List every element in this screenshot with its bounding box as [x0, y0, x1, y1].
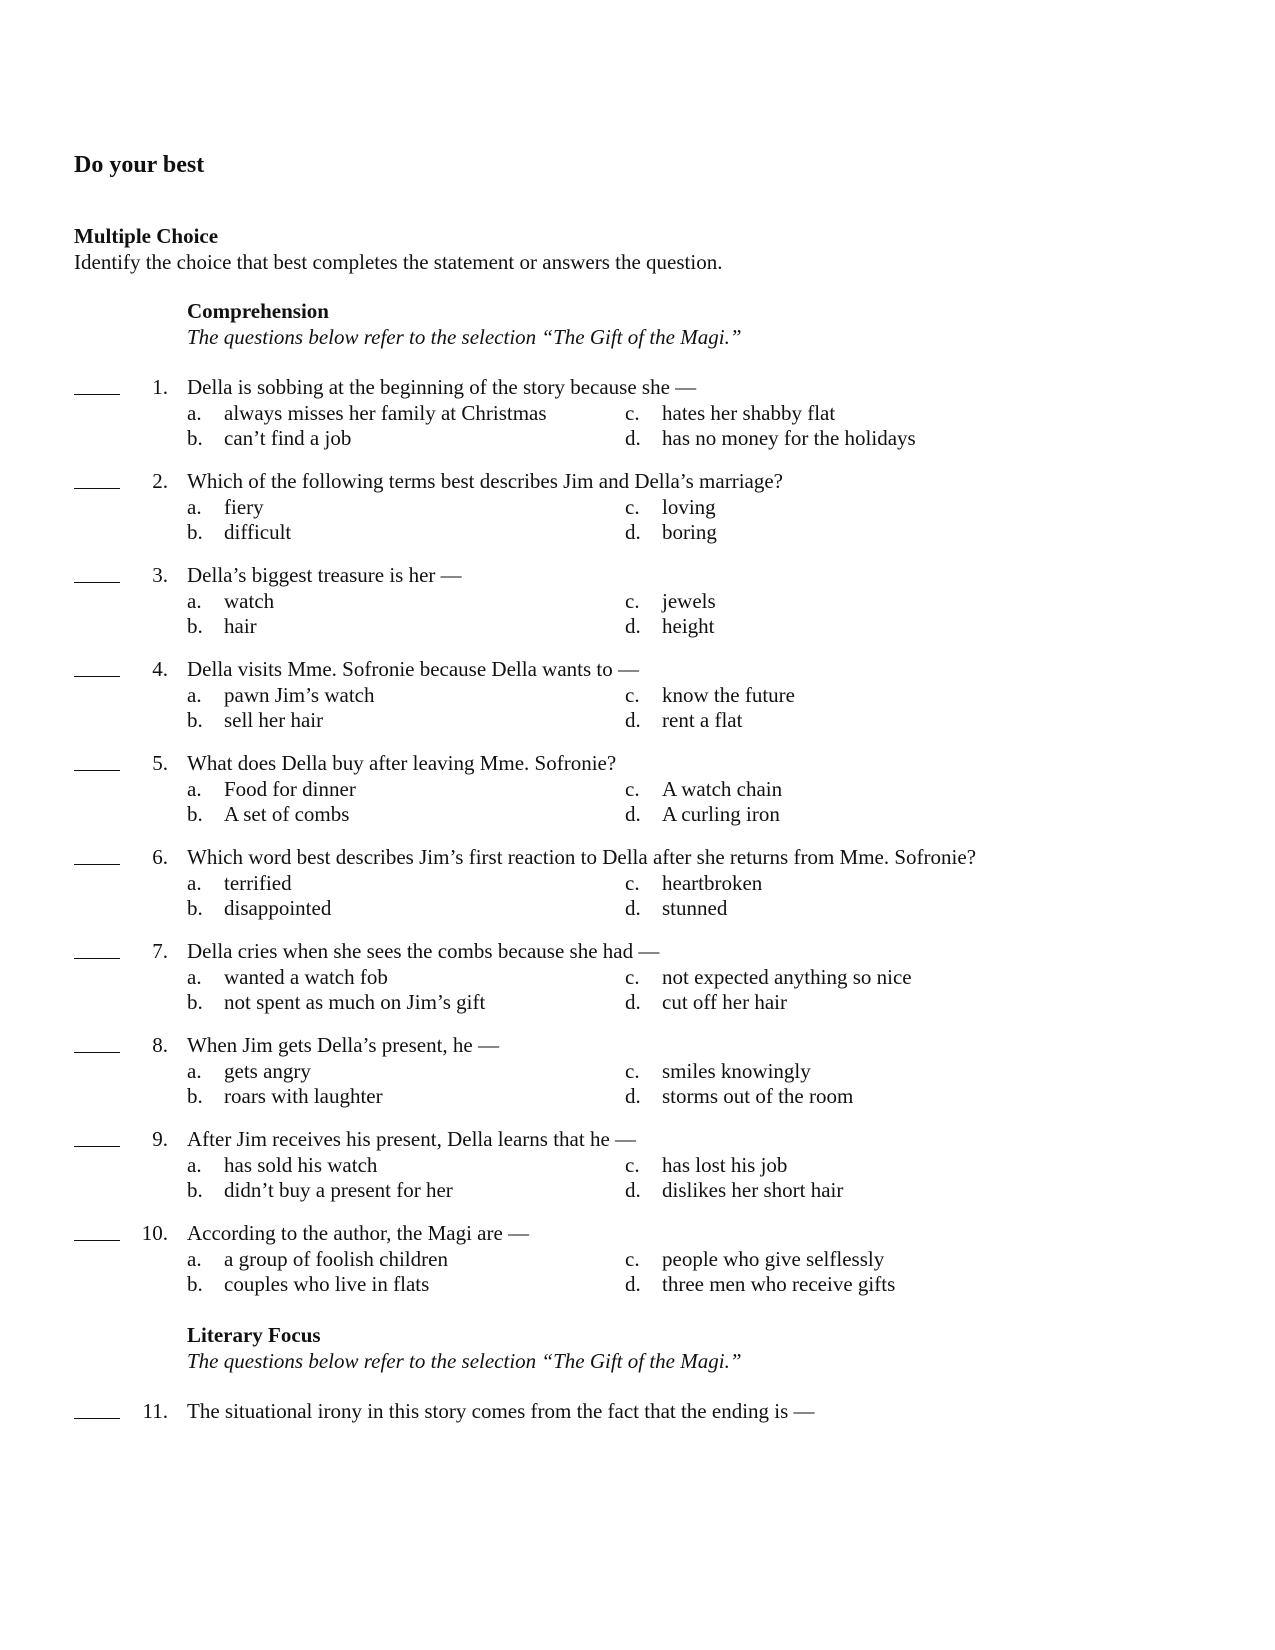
option-letter: b.	[187, 1272, 203, 1296]
option-letter: c.	[625, 495, 640, 519]
answer-blank[interactable]	[74, 1418, 120, 1419]
subsection-subtitle-literary-focus: The questions below refer to the selection “The Gift of the Magi.”	[187, 1349, 742, 1373]
subsection-subtitle-comprehension: The questions below refer to the selection “The Gift of the Magi.”	[187, 325, 742, 349]
answer-blank[interactable]	[74, 676, 120, 677]
option-text: difficult	[224, 520, 292, 544]
option-letter: c.	[625, 1059, 640, 1083]
option-letter: d.	[625, 520, 641, 544]
option-letter: b.	[187, 614, 203, 638]
answer-blank[interactable]	[74, 1052, 120, 1053]
question-stem: Della’s biggest treasure is her —	[187, 563, 462, 587]
question-stem: Which word best describes Jim’s first reaction to Della after she returns from Mme. Sofronie?	[187, 845, 977, 869]
option-text: A set of combs	[224, 802, 350, 826]
option-letter: b.	[187, 1178, 203, 1202]
option-text: Food for dinner	[224, 777, 356, 801]
question-stem: Della cries when she sees the combs because she had —	[187, 939, 660, 963]
option-letter: c.	[625, 777, 640, 801]
option-letter: c.	[625, 401, 640, 425]
question-number: 5.	[152, 751, 168, 775]
document-title: Do your best	[74, 152, 205, 178]
option-letter: b.	[187, 708, 203, 732]
option-text: A curling iron	[662, 802, 780, 826]
question-number: 3.	[152, 563, 168, 587]
option-text: couples who live in flats	[224, 1272, 430, 1296]
subsection-heading-comprehension: Comprehension	[187, 299, 329, 323]
option-letter: a.	[187, 683, 202, 707]
option-letter: a.	[187, 589, 202, 613]
question-number: 10.	[141, 1221, 168, 1245]
option-text: not expected anything so nice	[662, 965, 912, 989]
option-text: dislikes her short hair	[662, 1178, 844, 1202]
question-stem: What does Della buy after leaving Mme. Sofronie?	[187, 751, 617, 775]
question-stem: Della visits Mme. Sofronie because Della wants to —	[187, 657, 639, 681]
option-text: A watch chain	[662, 777, 783, 801]
answer-blank[interactable]	[74, 582, 120, 583]
option-letter: d.	[625, 1178, 641, 1202]
question-number: 1.	[152, 375, 168, 399]
option-letter: d.	[625, 1272, 641, 1296]
question-stem: When Jim gets Della’s present, he —	[187, 1033, 500, 1057]
option-text: not spent as much on Jim’s gift	[224, 990, 486, 1014]
option-letter: c.	[625, 965, 640, 989]
instructions: Identify the choice that best completes the statement or answers the question.	[74, 250, 723, 274]
option-text: sell her hair	[224, 708, 324, 732]
option-text: heartbroken	[662, 871, 763, 895]
answer-blank[interactable]	[74, 394, 120, 395]
option-text: boring	[662, 520, 717, 544]
option-text: fiery	[224, 495, 264, 519]
option-letter: d.	[625, 990, 641, 1014]
option-text: didn’t buy a present for her	[224, 1178, 453, 1202]
option-letter: c.	[625, 871, 640, 895]
question-number: 6.	[152, 845, 168, 869]
option-letter: a.	[187, 495, 202, 519]
option-letter: c.	[625, 683, 640, 707]
option-letter: b.	[187, 990, 203, 1014]
option-text: know the future	[662, 683, 795, 707]
option-letter: d.	[625, 896, 641, 920]
option-letter: a.	[187, 1153, 202, 1177]
option-text: has lost his job	[662, 1153, 788, 1177]
option-text: jewels	[662, 589, 716, 613]
option-text: roars with laughter	[224, 1084, 383, 1108]
option-text: has no money for the holidays	[662, 426, 916, 450]
option-text: loving	[662, 495, 716, 519]
option-letter: a.	[187, 965, 202, 989]
question-stem: After Jim receives his present, Della learns that he —	[187, 1127, 637, 1151]
option-text: disappointed	[224, 896, 332, 920]
option-letter: b.	[187, 426, 203, 450]
question-stem: According to the author, the Magi are —	[187, 1221, 530, 1245]
option-letter: c.	[625, 589, 640, 613]
option-text: watch	[224, 589, 275, 613]
option-text: always misses her family at Christmas	[224, 401, 547, 425]
question-number: 7.	[152, 939, 168, 963]
option-text: pawn Jim’s watch	[224, 683, 375, 707]
question-number: 9.	[152, 1127, 168, 1151]
option-letter: a.	[187, 1059, 202, 1083]
option-text: people who give selflessly	[662, 1247, 885, 1271]
question-number: 8.	[152, 1033, 168, 1057]
option-letter: b.	[187, 802, 203, 826]
option-text: cut off her hair	[662, 990, 787, 1014]
option-text: can’t find a job	[224, 426, 352, 450]
option-text: wanted a watch fob	[224, 965, 388, 989]
question-stem: The situational irony in this story comes from the fact that the ending is —	[187, 1399, 815, 1423]
option-letter: c.	[625, 1247, 640, 1271]
answer-blank[interactable]	[74, 1146, 120, 1147]
option-text: height	[662, 614, 715, 638]
answer-blank[interactable]	[74, 864, 120, 865]
option-text: hates her shabby flat	[662, 401, 836, 425]
option-text: three men who receive gifts	[662, 1272, 896, 1296]
option-text: hair	[224, 614, 257, 638]
option-letter: d.	[625, 802, 641, 826]
option-text: stunned	[662, 896, 728, 920]
option-letter: a.	[187, 777, 202, 801]
option-letter: d.	[625, 614, 641, 638]
question-number: 2.	[152, 469, 168, 493]
option-letter: d.	[625, 708, 641, 732]
answer-blank[interactable]	[74, 958, 120, 959]
option-letter: a.	[187, 871, 202, 895]
option-letter: a.	[187, 401, 202, 425]
option-text: smiles knowingly	[662, 1059, 811, 1083]
question-stem: Which of the following terms best describes Jim and Della’s marriage?	[187, 469, 783, 493]
option-letter: b.	[187, 1084, 203, 1108]
question-stem: Della is sobbing at the beginning of the story because she —	[187, 375, 697, 399]
answer-blank[interactable]	[74, 488, 120, 489]
option-letter: b.	[187, 520, 203, 544]
answer-blank[interactable]	[74, 770, 120, 771]
question-number: 4.	[152, 657, 168, 681]
question-number: 11.	[142, 1399, 168, 1423]
option-text: storms out of the room	[662, 1084, 854, 1108]
option-text: has sold his watch	[224, 1153, 378, 1177]
section-heading: Multiple Choice	[74, 224, 219, 248]
option-text: gets angry	[224, 1059, 311, 1083]
option-text: terrified	[224, 871, 292, 895]
option-text: a group of foolish children	[224, 1247, 448, 1271]
option-letter: d.	[625, 426, 641, 450]
option-letter: a.	[187, 1247, 202, 1271]
option-letter: b.	[187, 896, 203, 920]
option-text: rent a flat	[662, 708, 743, 732]
option-letter: d.	[625, 1084, 641, 1108]
subsection-heading-literary-focus: Literary Focus	[187, 1323, 321, 1347]
option-letter: c.	[625, 1153, 640, 1177]
answer-blank[interactable]	[74, 1240, 120, 1241]
